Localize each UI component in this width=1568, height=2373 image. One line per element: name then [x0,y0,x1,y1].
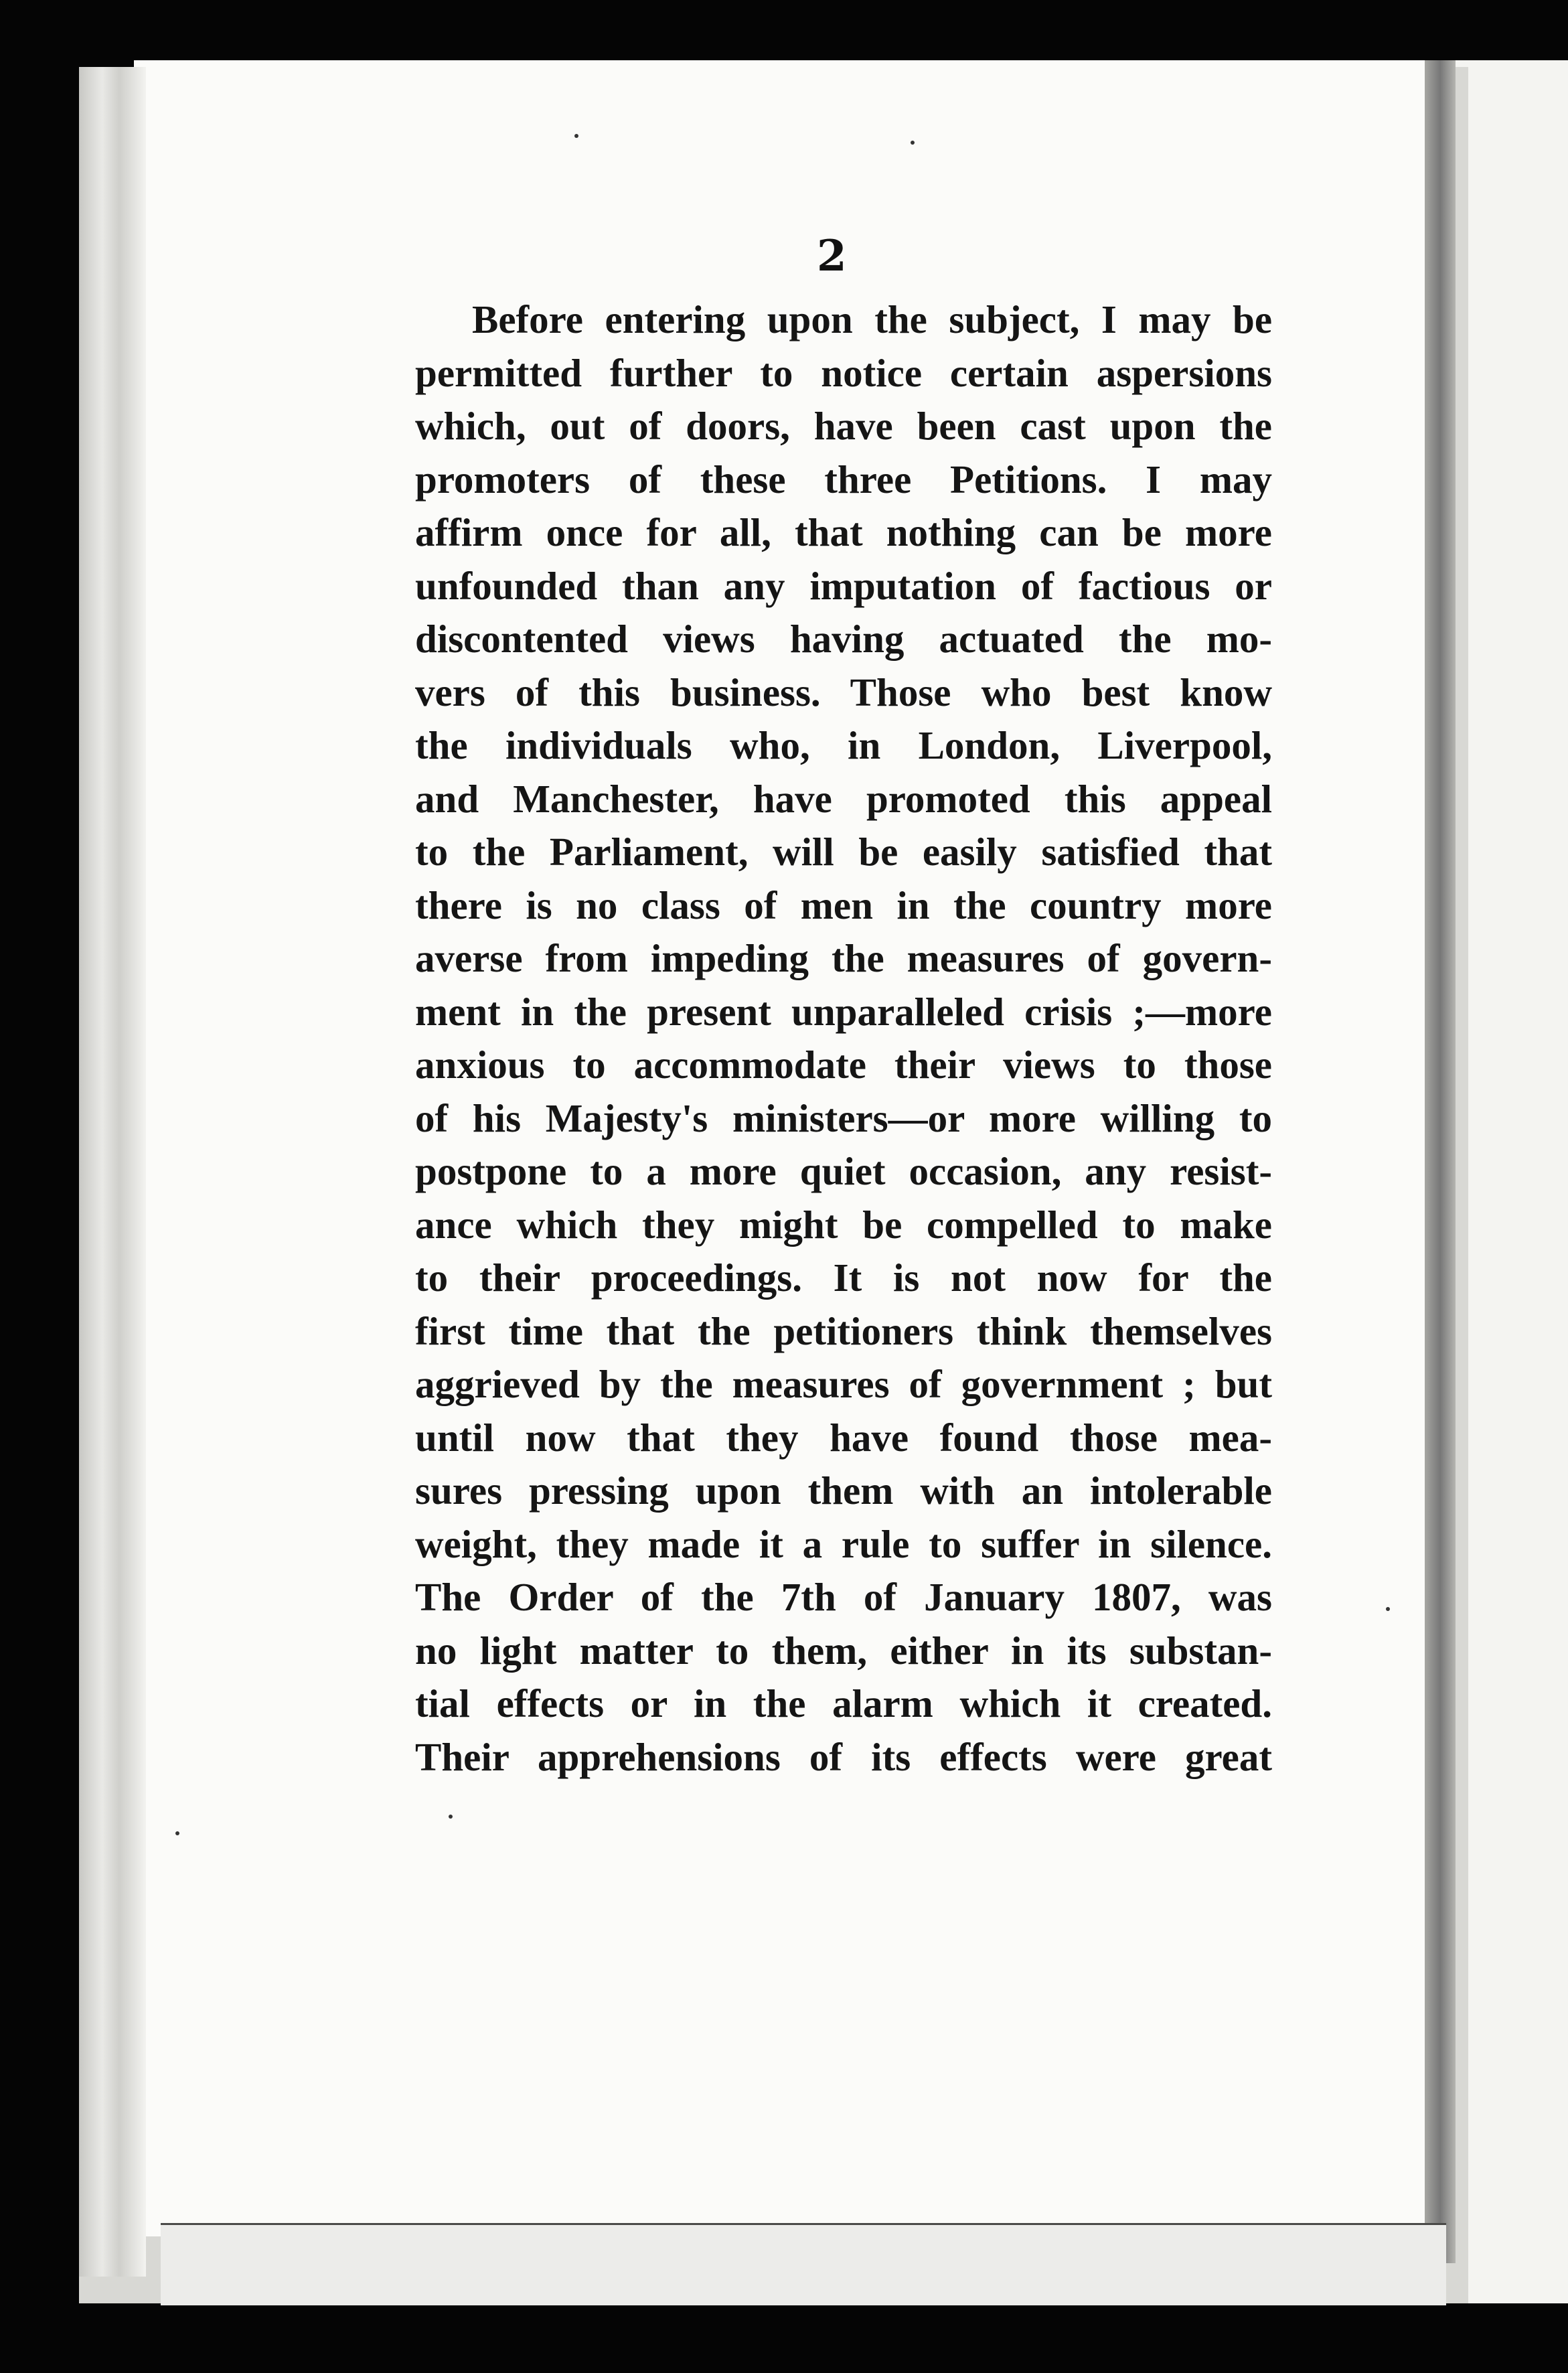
scan-speck [449,1815,453,1819]
text-line: discontented views having actuated the mo- [415,617,1272,661]
text-line: the individuals who, in London, Liverpool, [415,723,1272,767]
binding-gutter [79,67,146,2277]
text-line: The Order of the 7th of January 1807, was [415,1575,1272,1619]
page-number: 2 [817,231,847,281]
text-line: vers of this business. Those who best know [415,670,1272,714]
text-line: averse from impeding the measures of govern- [415,936,1272,980]
page-right-edge [1425,60,1456,2263]
scan-speck [911,141,915,145]
text-line: affirm once for all, that nothing can be more [415,510,1272,554]
text-line: anxious to accommodate their views to those [415,1043,1272,1087]
text-line: and Manchester, have promoted this appeal [415,776,1272,821]
text-line: tial effects or in the alarm which it created. [415,1681,1272,1726]
text-line: which, out of doors, have been cast upon the [415,404,1272,448]
text-line: to their proceedings. It is not now for the [415,1255,1272,1300]
text-line: permitted further to notice certain aspersions [415,350,1272,395]
text-line: aggrieved by the measures of government ; but [415,1362,1272,1406]
text-line: there is no class of men in the country more [415,883,1272,927]
text-line: no light matter to them, either in its substan- [415,1628,1272,1673]
text-line: promoters of these three Petitions. I may [415,457,1272,502]
scan-speck [175,1831,179,1835]
body-text [415,293,1272,1784]
text-line: first time that the petitioners think themselves [415,1308,1272,1353]
text-line: Their apprehensions of its effects were great [415,1734,1272,1779]
text-line: unfounded than any imputation of factious or [415,563,1272,608]
text-line: sures pressing upon them with an intolerable [415,1468,1272,1513]
text-line: ance which they might be compelled to make [415,1202,1272,1247]
scan-speck [574,134,578,138]
text-line: postpone to a more quiet occasion, any resist- [415,1149,1272,1193]
text-line: Before entering upon the subject, I may be [472,297,1272,341]
text-line: weight, they made it a rule to suffer in silence. [415,1521,1272,1566]
text-line: until now that they have found those mea- [415,1415,1272,1460]
text-line: of his Majesty's ministers—or more willing to [415,1095,1272,1140]
page-bottom-edge [161,2223,1446,2305]
text-line: to the Parliament, will be easily satisfied that [415,830,1272,874]
text-line: ment in the present unparalleled crisis ;—more [415,989,1272,1034]
scan-speck [1386,1607,1390,1611]
